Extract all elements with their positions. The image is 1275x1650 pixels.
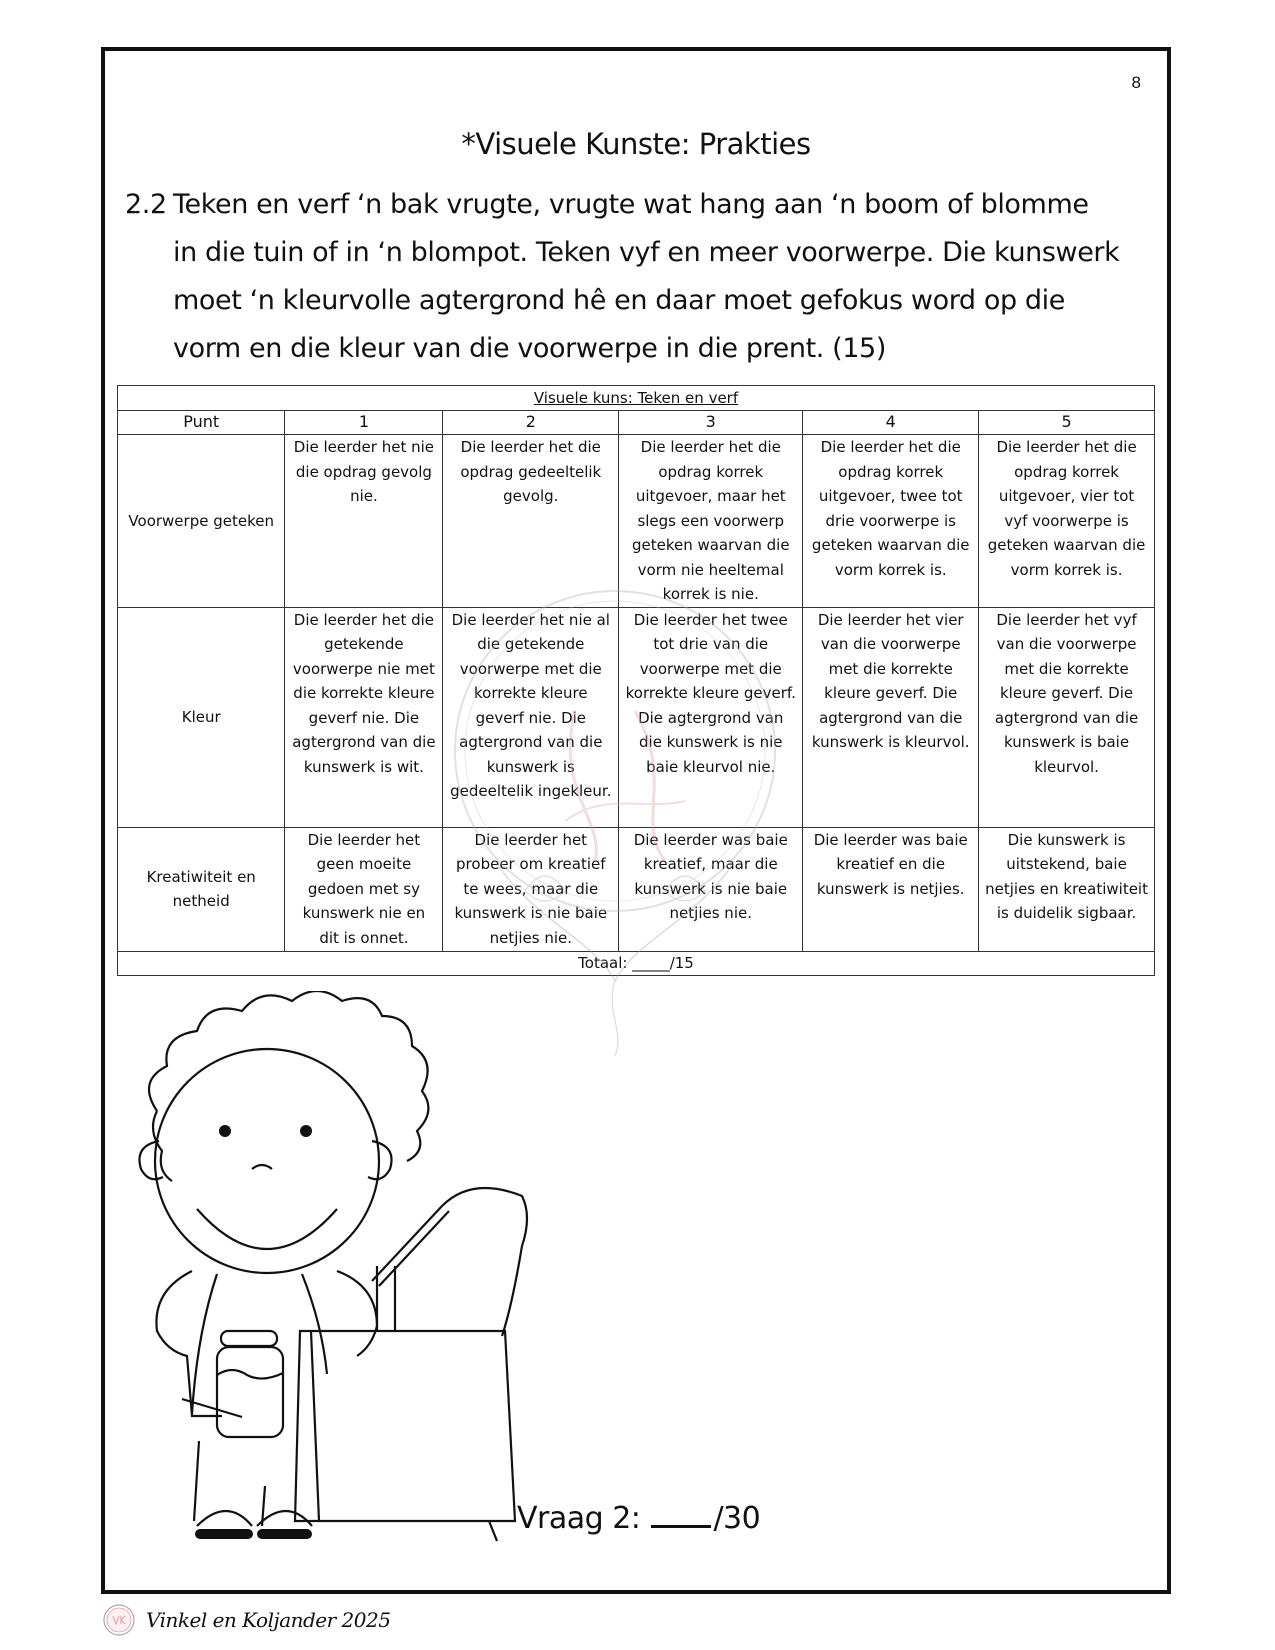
- page-number: 8: [1131, 73, 1141, 92]
- rubric-header-punt: Punt: [118, 411, 285, 435]
- rubric-cell: Die leerder het nie die opdrag gevolg nie.: [285, 435, 443, 608]
- rubric-total: Totaal: _____/15: [118, 951, 1155, 975]
- boy-painting-illustration: [117, 991, 577, 1551]
- rubric-header-5: 5: [979, 411, 1155, 435]
- rubric-cell: Die leerder het geen moeite gedoen met sy kunswerk nie en dit is onnet.: [285, 827, 443, 951]
- rubric-row-voorwerpe: [118, 435, 1155, 608]
- criterion-label: Kreatiwiteit en netheid: [118, 827, 285, 951]
- question-number: 2.2: [125, 189, 167, 220]
- rubric-cell: Die leerder het twee tot drie van die voorwerpe met die korrekte kleure geverf. Die agtergrond van die kunswerk is nie baie kleurvol nie.: [619, 607, 803, 827]
- rubric-cell: Die leerder het die opdrag korrek uitgevoer, maar het slegs een voorwerp geteken waarvan die vorm nie heeltemal korrek is nie.: [619, 435, 803, 608]
- rubric-cell: Die kunswerk is uitstekend, baie netjies en kreatiwiteit is duidelik sigbaar.: [979, 827, 1155, 951]
- rubric-row-kleur: [118, 607, 1155, 827]
- rubric-cell: Die leerder het die opdrag korrek uitgevoer, twee tot drie voorwerpe is geteken waarvan die vorm korrek is.: [803, 435, 979, 608]
- rubric-cell: Die leerder het probeer om kreatief te wees, maar die kunswerk is nie baie netjies nie.: [443, 827, 619, 951]
- rubric-cell: Die leerder het die opdrag gedeeltelik gevolg.: [443, 435, 619, 608]
- rubric-cell: Die leerder het die opdrag korrek uitgevoer, vier tot vyf voorwerpe is geteken waarvan die vorm korrek is.: [979, 435, 1155, 608]
- rubric-header-row: [118, 411, 1155, 435]
- rubric-row-kreatiwiteit: [118, 827, 1155, 951]
- criterion-label: Voorwerpe geteken: [118, 435, 285, 608]
- score-out-of: /30: [713, 1501, 761, 1536]
- rubric-cell: Die leerder het vier van die voorwerpe met die korrekte kleure geverf. Die agtergrond van die kunswerk is kleurvol.: [803, 607, 979, 827]
- criterion-label: Kleur: [118, 607, 285, 827]
- rubric-header-4: 4: [803, 411, 979, 435]
- brand-logo-icon: [102, 1603, 136, 1637]
- rubric-cell: Die leerder het nie al die getekende voorwerpe met die korrekte kleure geverf nie. Die agtergrond van die kunswerk is gedeeltelik ingekleur.: [443, 607, 619, 827]
- rubric-header-3: 3: [619, 411, 803, 435]
- score-blank[interactable]: [651, 1525, 711, 1528]
- question-text: [125, 181, 1147, 373]
- footer: [102, 1600, 390, 1640]
- question-line-2: in die tuin of in ‘n blompot. Teken vyf en meer voorwerpe. Die kunswerk: [173, 237, 1120, 268]
- rubric-cell: Die leerder het die getekende voorwerpe nie met die korrekte kleure geverf nie. Die agtergrond van die kunswerk is wit.: [285, 607, 443, 827]
- section-title: *Visuele Kunste: Prakties: [461, 127, 811, 161]
- rubric-table: [117, 385, 1155, 976]
- page-frame: [101, 47, 1171, 1594]
- question-line-3: moet ‘n kleurvolle agtergrond hê en daar moet gefokus word op die: [173, 285, 1065, 316]
- score-label: Vraag 2:: [517, 1501, 641, 1536]
- question-line-1: 2.2 Teken en verf ‘n bak vrugte, vrugte wat hang aan ‘n boom of blomme: [125, 181, 1147, 229]
- rubric-cell: Die leerder het vyf van die voorwerpe met die korrekte kleure geverf. Die agtergrond van die kunswerk is baie kleurvol.: [979, 607, 1155, 827]
- footer-copyright: Vinkel en Koljander 2025: [146, 1608, 391, 1632]
- rubric-cell: Die leerder was baie kreatief, maar die kunswerk is nie baie netjies nie.: [619, 827, 803, 951]
- rubric-header-2: 2: [443, 411, 619, 435]
- question-line-4: vorm en die kleur van die voorwerpe in die prent. (15): [173, 333, 886, 364]
- question-score: [517, 1501, 760, 1536]
- rubric-caption: Visuele kuns: Teken en verf: [118, 386, 1155, 411]
- rubric-header-1: 1: [285, 411, 443, 435]
- rubric-cell: Die leerder was baie kreatief en die kunswerk is netjies.: [803, 827, 979, 951]
- rubric-total-row: [118, 951, 1155, 975]
